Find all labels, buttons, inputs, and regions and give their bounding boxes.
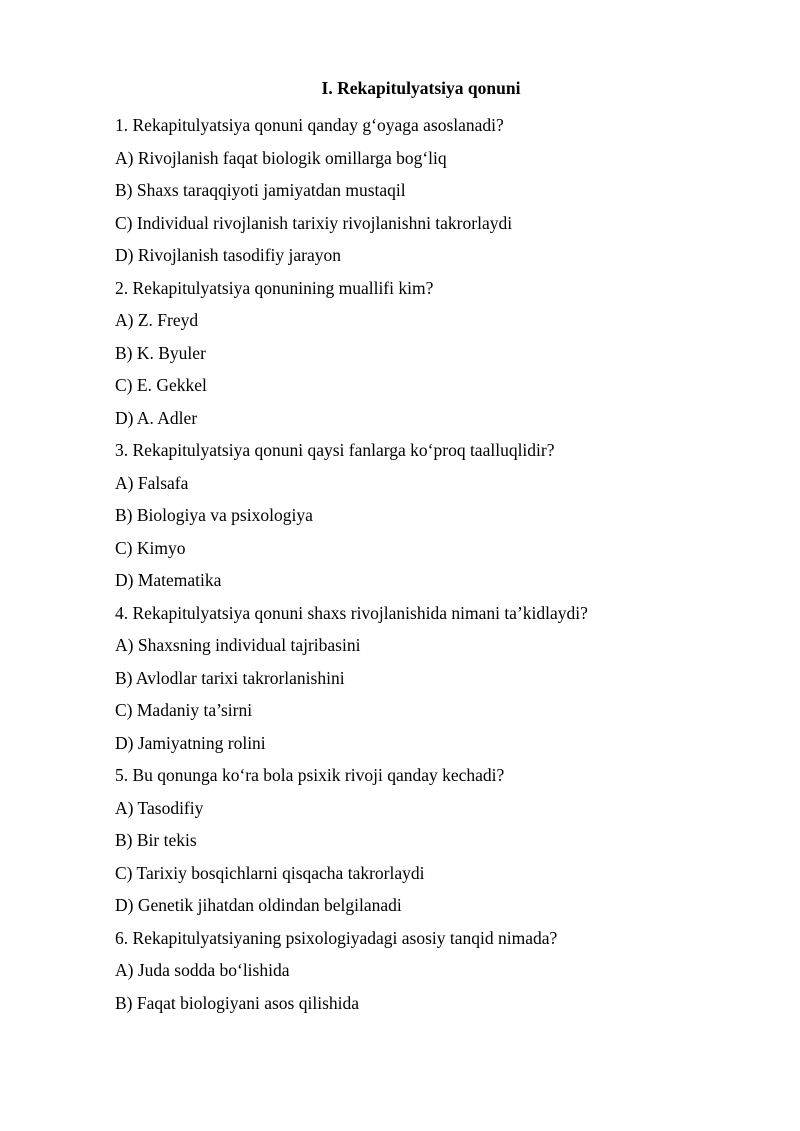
answer-option: D) Genetik jihatdan oldindan belgilanadi (115, 895, 402, 915)
answer-option: C) Kimyo (115, 537, 186, 558)
question-text: 2. Rekapitulyatsiya qonunining muallifi kim? (115, 277, 434, 298)
answer-option: C) Madaniy ta’sirni (115, 700, 253, 720)
answer-option: B) Avlodlar tarixi takrorlanishini (115, 667, 345, 688)
answer-option: C) E. Gekkel (115, 375, 207, 395)
answer-option: A) Shaxsning individual tajribasini (115, 635, 361, 655)
answer-option: B) Bir tekis (115, 830, 197, 850)
answer-option: D) Matematika (115, 570, 222, 590)
answer-option: C) Individual rivojlanish tarixiy rivojlanishni takrorlaydi (115, 212, 513, 233)
answer-option: A) Z. Freyd (115, 310, 199, 330)
answer-option: A) Juda sodda bo‘lishida (115, 960, 290, 980)
question-text: 5. Bu qonunga ko‘ra bola psixik rivoji qanday kechadi? (115, 765, 505, 785)
answer-option: A) Rivojlanish faqat biologik omillarga bog‘liq (115, 147, 447, 168)
answer-option: B) Biologiya va psixologiya (115, 505, 313, 525)
answer-option: D) A. Adler (115, 407, 198, 428)
answer-option: B) Shaxs taraqqiyoti jamiyatdan mustaqil (115, 180, 406, 200)
question-text: 6. Rekapitulyatsiyaning psixologiyadagi asosiy tanqid nimada? (115, 927, 558, 948)
question-text: 4. Rekapitulyatsiya qonuni shaxs rivojlanishida nimani ta’kidlaydi? (115, 602, 588, 623)
question-text: 3. Rekapitulyatsiya qonuni qaysi fanlarga ko‘proq taalluqlidir? (115, 440, 555, 460)
answer-option: A) Falsafa (115, 472, 189, 493)
answer-option: D) Rivojlanish tasodifiy jarayon (115, 245, 342, 265)
answer-option: D) Jamiyatning rolini (115, 732, 266, 753)
answer-option: C) Tarixiy bosqichlarni qisqacha takrorlaydi (115, 862, 425, 883)
question-text: 1. Rekapitulyatsiya qonuni qanday g‘oyaga asoslanadi? (115, 115, 504, 135)
answer-option: B) K. Byuler (115, 342, 206, 363)
answer-option: B) Faqat biologiyani asos qilishida (115, 992, 360, 1013)
section-title: I. Rekapitulyatsiya qonuni (321, 78, 521, 98)
answer-option: A) Tasodifiy (115, 797, 204, 818)
question-list (115, 109, 755, 1019)
